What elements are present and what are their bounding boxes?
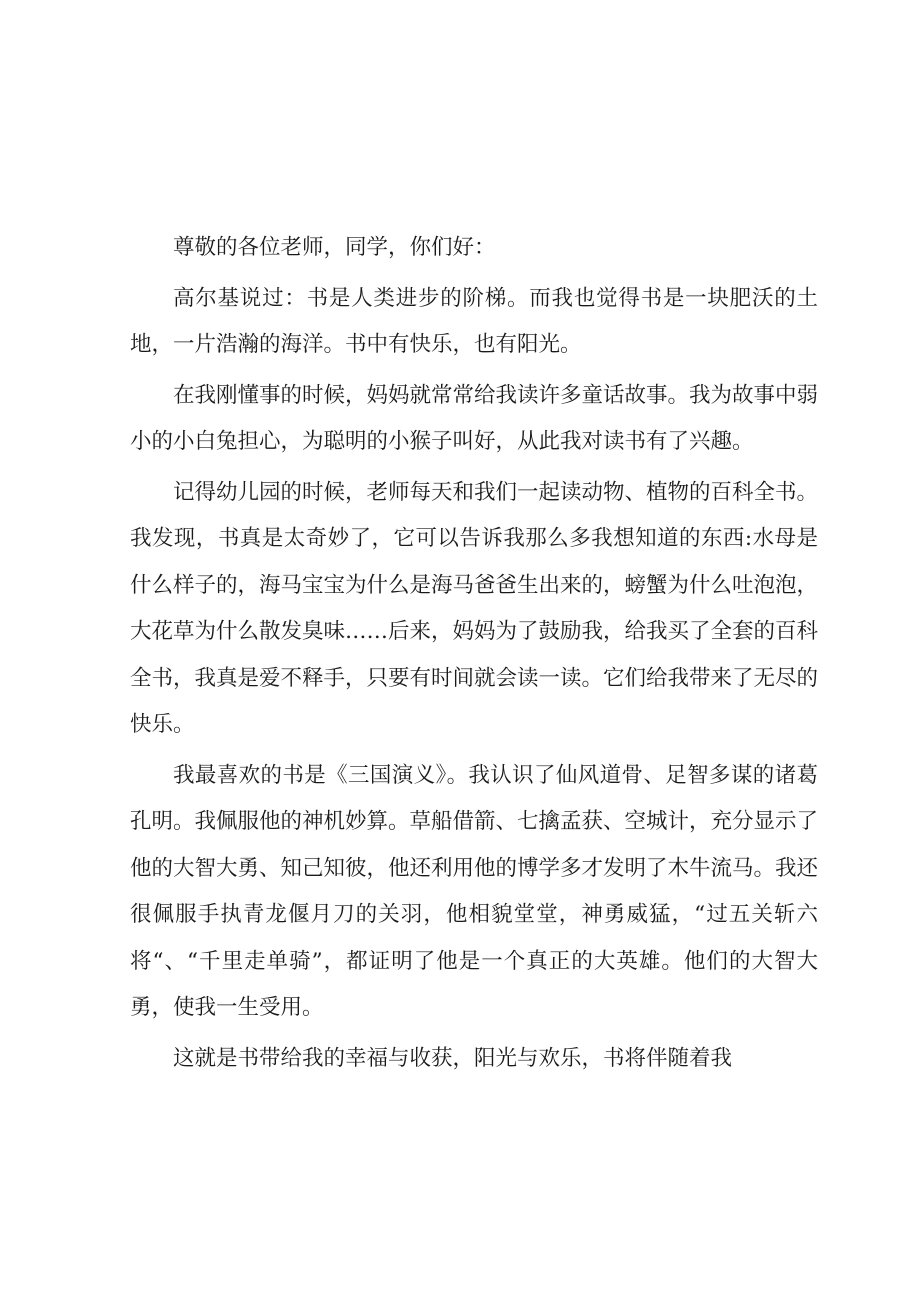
greeting-paragraph: 尊敬的各位老师，同学，你们好： xyxy=(173,235,496,260)
closing-paragraph: 这就是书带给我的幸福与收获，阳光与欢乐，书将伴随着我 xyxy=(173,1045,733,1071)
body-paragraph: 在我刚懂事的时候，妈妈就常常给我读许多童话故事。我为故事中弱小的小白兔担心，为聪明的小猴子叫好，从此我对读书有了兴趣。 xyxy=(130,382,819,454)
body-paragraph: 我最喜欢的书是《三国演义》。我认识了仙风道骨、足智多谋的诸葛孔明。我佩服他的神机妙算。草船借箭、七擒孟获、空城计，充分显示了他的大智大勇、知己知彼，他还利用他的博学多才发明了木牛流马。我还很佩服手执青龙偃月刀的关羽，他相貌堂堂，神勇威猛，“过五关斩六将“、“千里走单骑”，都证明了他是一个真正的大英雄。他们的大智大勇，使我一生受用。 xyxy=(130,762,819,1020)
document-body xyxy=(130,225,818,1086)
body-paragraph: 记得幼儿园的时候，老师每天和我们一起读动物、植物的百科全书。我发现，书真是太奇妙了，它可以告诉我那么多我想知道的东西:水母是什么样子的，海马宝宝为什么是海马爸爸生出来的，螃蟹为什么吐泡泡，大花草为什么散发臭味……后来，妈妈为了鼓励我，给我买了全套的百科全书，我真是爱不释手，只要有时间就会读一读。它们给我带来了无尽的快乐。 xyxy=(130,479,819,737)
body-paragraph: 高尔基说过：书是人类进步的阶梯。而我也觉得书是一块肥沃的土地，一片浩瀚的海洋。书中有快乐，也有阳光。 xyxy=(130,285,818,357)
